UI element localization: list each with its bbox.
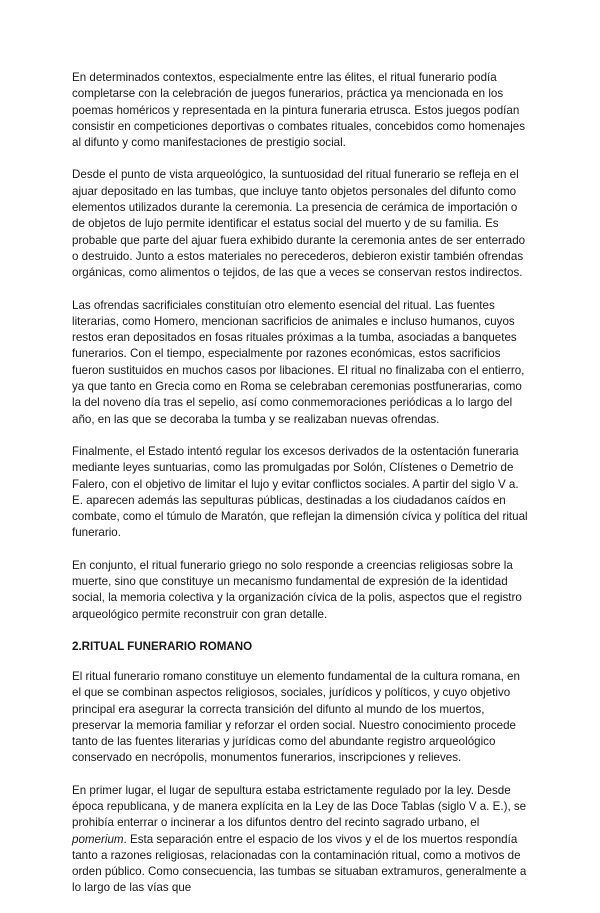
paragraph-sumptuary-laws: Finalmente, el Estado intentó regular los excesos derivados de la ostentación funeraria mediante leyes suntuarias, como las promulgadas por Solón, Clístenes o Demetrio de Falero, con el objetivo de limitar el lujo y evitar conflictos sociales. A partir del siglo V a. E. aparecen además las sepulturas públicas, destinadas a los ciudadanos caídos en combate, como el túmulo de Maratón, que reflejan la dimensión cívica y política del ritual funerario. — [72, 444, 528, 540]
section-heading-roman-ritual: 2.RITUAL FUNERARIO ROMANO — [72, 639, 253, 653]
paragraph-greek-conclusion: En conjunto, el ritual funerario griego no solo responde a creencias religiosas sobre la muerte, sino que constituye un mecanismo fundamental de expresión de la identidad social, la memoria colectiva y la organización cívica de la polis, aspectos que el registro arqueológico permite reconstruir con gran detalle. — [72, 558, 522, 621]
text-after-pomerium: . Esta separación entre el espacio de los vivos y el de los muertos respondía tanto a razones religiosas, relacionadas con la contaminación ritual, como a motivos de orden público. Como consecuencia, las tumbas se situaban extramuros, generalmente a lo largo de las vías que — [72, 832, 527, 895]
paragraph-sacrificial-offerings: Las ofrendas sacrificiales constituían otro elemento esencial del ritual. Las fuentes literarias, como Homero, mencionan sacrificios de animales e incluso humanos, cuyos restos eran depositados en fosas rituales próximas a la tumba, asociadas a banquetes funerarios. Con el tiempo, especialmente por razones económicas, estos sacrificios fueron sustituidos en muchos casos por libaciones. El ritual no finalizaba con el entierro, ya que tanto en Grecia como en Roma se celebraban ceremonias postfunerarias, como la del noveno día tras el sepelio, así como conmemoraciones periódicas a lo largo del año, en las que se decoraba la tumba y se realizaban nuevas ofrendas. — [72, 298, 525, 426]
paragraph-roman-burial-location — [72, 783, 532, 897]
paragraph-funeral-games: En determinados contextos, especialmente entre las élites, el ritual funerario podía completarse con la celebración de juegos funerarios, práctica ya mencionada en los poemas homéricos y representada en la pintura funeraria etrusca. Estos juegos podían consistir en competiciones deportivas o combates rituales, concebidos como homenajes al difunto y como manifestaciones de prestigio social. — [72, 71, 526, 150]
paragraph-roman-introduction: El ritual funerario romano constituye un elemento fundamental de la cultura romana, en el que se combinan aspectos religiosos, sociales, jurídicos y políticos, y cuyo objetivo principal era asegurar la correcta transición del difunto al mundo de los muertos, preservar la memoria familiar y reforzar el orden social. Nuestro conocimiento procede tanto de las fuentes literarias y jurídicas como del abundante registro arqueológico conservado en necrópolis, monumentos funerarios, inscripciones y relieves. — [72, 669, 520, 765]
document-page — [72, 70, 532, 913]
pomerium-term: pomerium — [72, 832, 124, 846]
text-before-pomerium: En primer lugar, el lugar de sepultura estaba estrictamente regulado por la ley. Desde época republicana, y de manera explícita en la Ley de las Doce Tablas (siglo V a. E.), se prohibía enterrar o incinerar a los difuntos dentro del recinto sagrado urbano, el — [72, 783, 527, 830]
paragraph-archaeology-grave-goods: Desde el punto de vista arqueológico, la suntuosidad del ritual funerario se refleja en el ajuar depositado en las tumbas, que incluye tanto objetos personales del difunto como elementos utilizados durante la ceremonia. La presencia de cerámica de importación o de objetos de lujo permite identificar el estatus social del muerto y de su familia. Es probable que parte del ajuar fuera exhibido durante la ceremonia antes de ser enterrado o destruido. Junto a estos materiales no perecederos, debieron existir también ofrendas orgánicas, como alimentos o tejidos, de las que a veces se conservan restos indirectos. — [72, 168, 526, 280]
